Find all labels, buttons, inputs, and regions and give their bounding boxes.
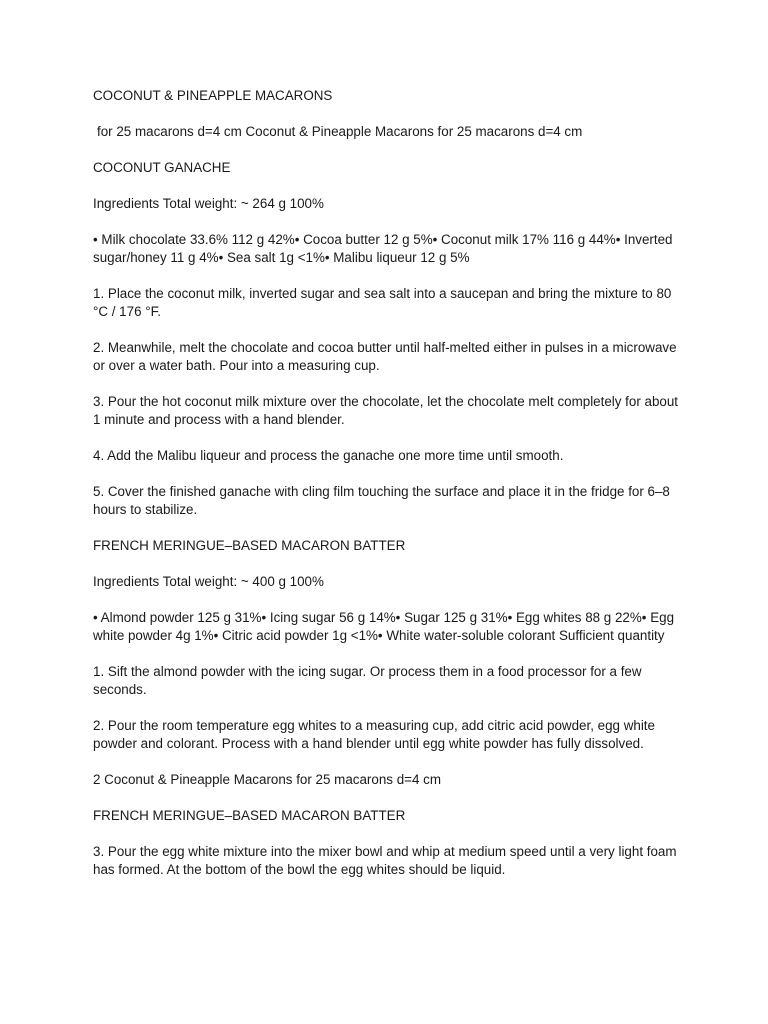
yield-line: for 25 macarons d=4 cm Coconut & Pineapple Macarons for 25 macarons d=4 cm [97,124,583,139]
batter-ingredients: • Almond powder 125 g 31%• Icing sugar 56 g 14%• Sugar 125 g 31%• Egg whites 88 g 22%• Egg white powder 4g 1%• Citric acid powder 1g <1%• White water-soluble colorant Sufficient quantity [93,610,675,643]
batter-step-3: 3. Pour the egg white mixture into the mixer bowl and whip at medium speed until a very light foam has formed. At the bottom of the bowl the egg whites should be liquid. [93,844,677,877]
section-heading-ganache: COCONUT GANACHE [93,160,231,175]
batter-step-2: 2. Pour the room temperature egg whites to a measuring cup, add citric acid powder, egg white powder and colorant. Process with a hand blender until egg white powder has fully dissolved. [93,718,655,751]
ganache-step-4: 4. Add the Malibu liqueur and process the ganache one more time until smooth. [93,448,564,463]
ganache-ingredients: • Milk chocolate 33.6% 112 g 42%• Cocoa butter 12 g 5%• Coconut milk 17% 116 g 44%• Inverted sugar/honey 11 g 4%• Sea salt 1g <1%• Malibu liqueur 12 g 5% [93,232,673,265]
ganache-step-5: 5. Cover the finished ganache with cling film touching the surface and place it in the fridge for 6–8 hours to stabilize. [93,484,670,517]
ganache-step-1: 1. Place the coconut milk, inverted sugar and sea salt into a saucepan and bring the mixture to 80 °C / 176 °F. [93,286,672,319]
ganache-step-3: 3. Pour the hot coconut milk mixture over the chocolate, let the chocolate melt completely for about 1 minute and process with a hand blender. [93,394,679,427]
ganache-total-weight: Ingredients Total weight: ~ 264 g 100% [93,196,324,211]
section-heading-batter: FRENCH MERINGUE–BASED MACARON BATTER [93,538,406,553]
document-page [93,87,683,897]
batter-total-weight: Ingredients Total weight: ~ 400 g 100% [93,574,324,589]
batter-step-1: 1. Sift the almond powder with the icing sugar. Or process them in a food processor for a few seconds. [93,664,642,697]
recipe-title: COCONUT & PINEAPPLE MACARONS [93,88,333,103]
page-header-repeat: 2 Coconut & Pineapple Macarons for 25 macarons d=4 cm [93,772,441,787]
section-heading-batter-continued: FRENCH MERINGUE–BASED MACARON BATTER [93,808,406,823]
ganache-step-2: 2. Meanwhile, melt the chocolate and cocoa butter until half-melted either in pulses in a microwave or over a water bath. Pour into a measuring cup. [93,340,677,373]
